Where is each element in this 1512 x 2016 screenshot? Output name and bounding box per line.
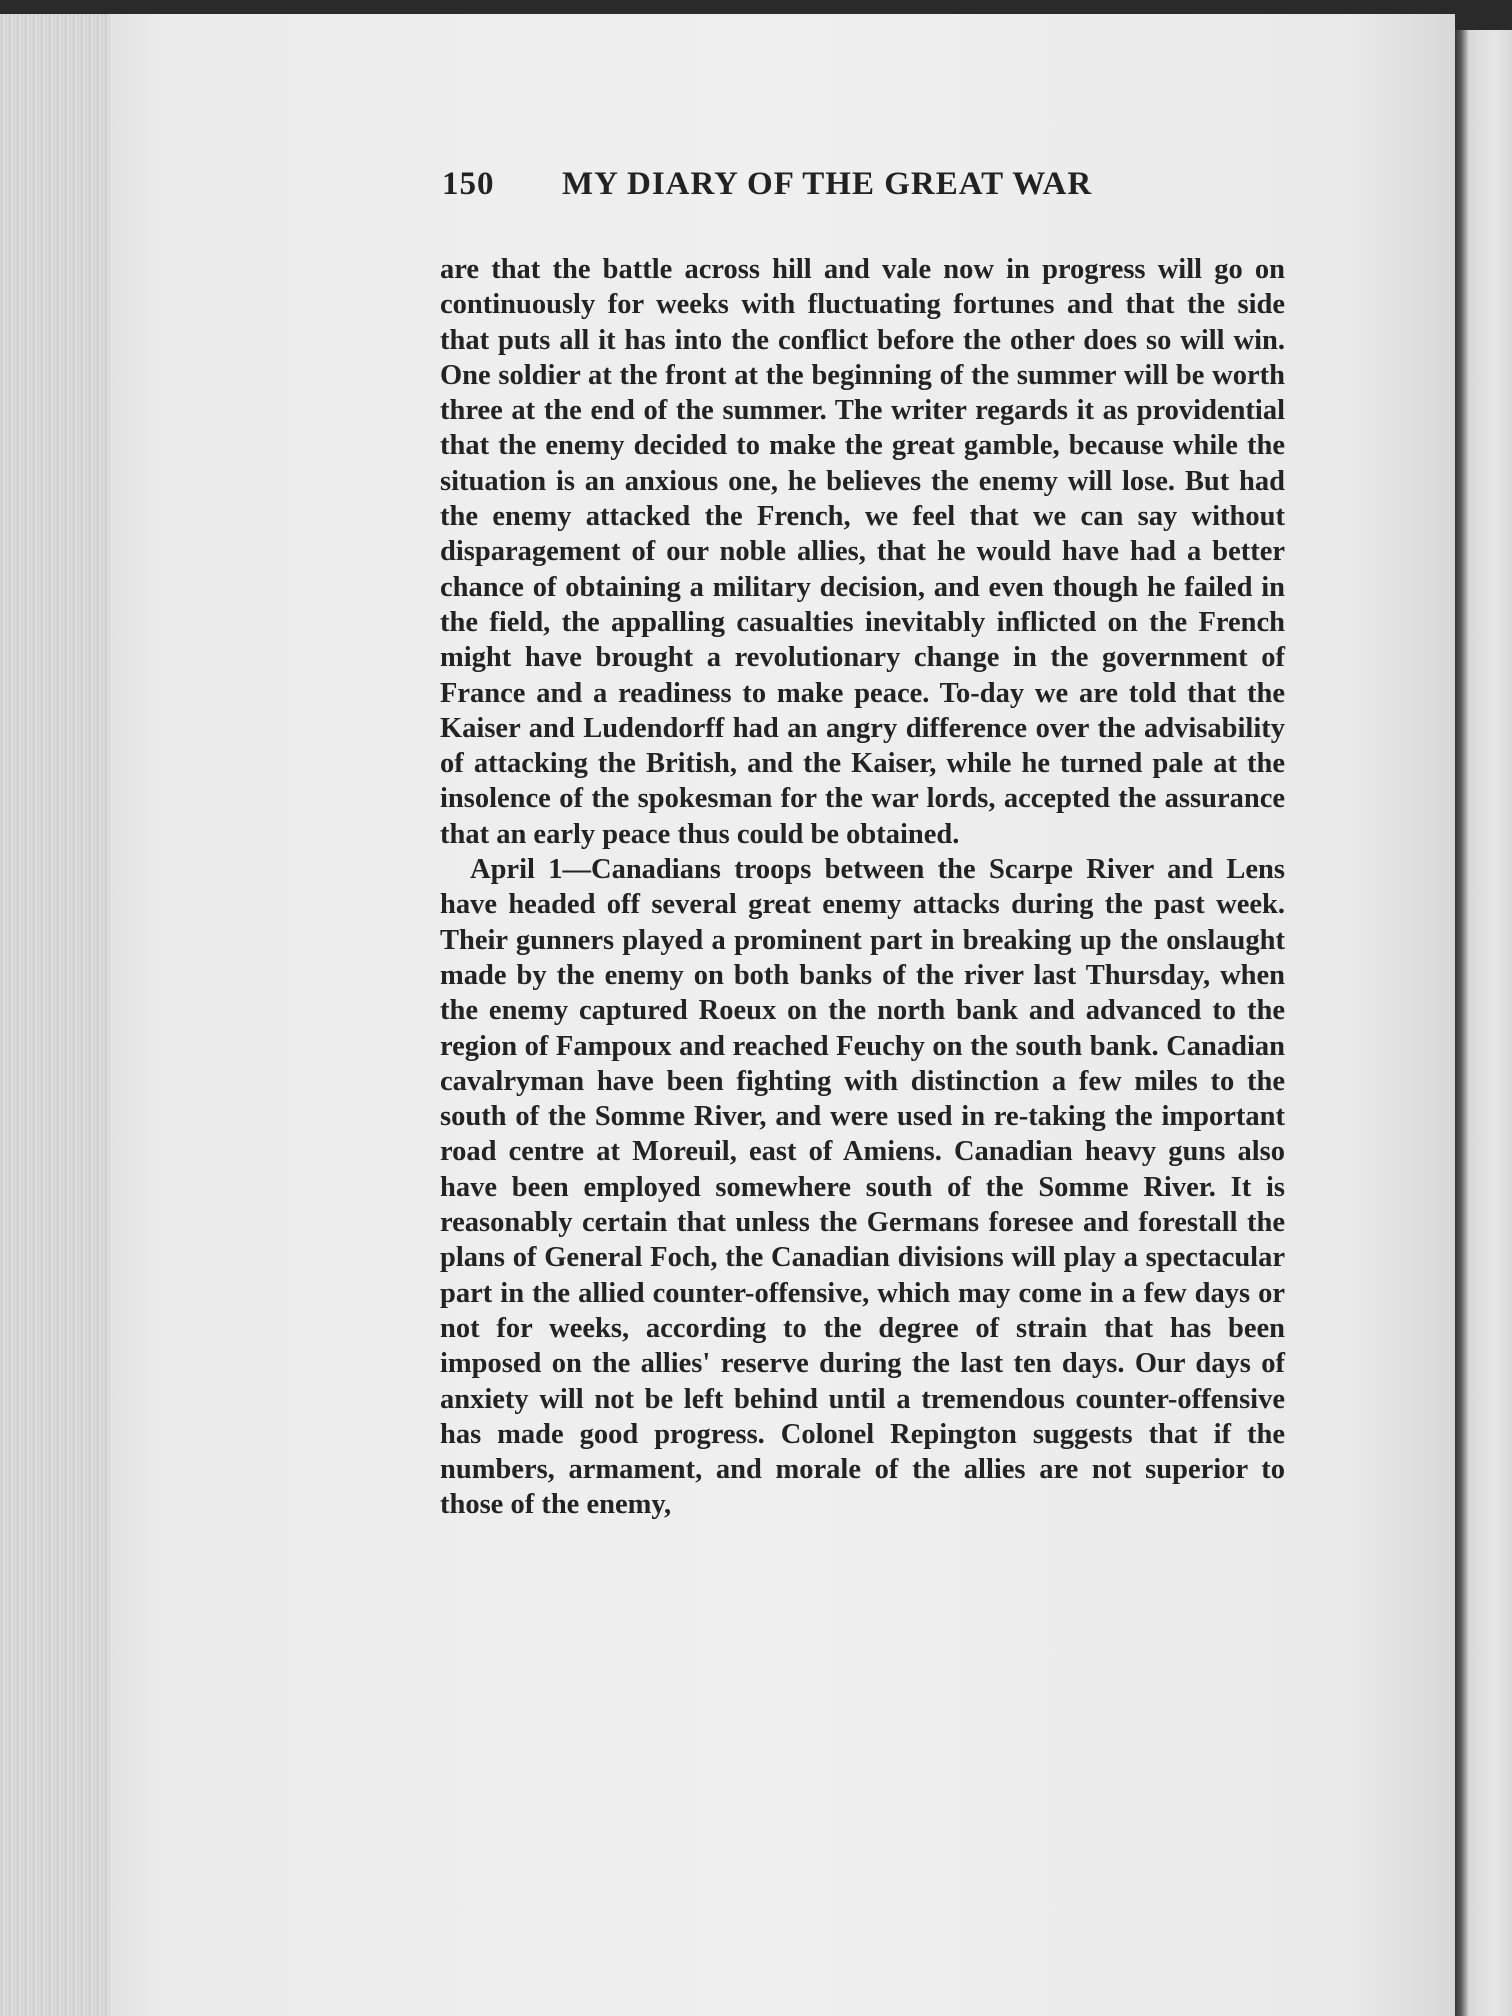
binding-edge (1455, 30, 1512, 2016)
running-head: MY DIARY OF THE GREAT WAR (562, 166, 1093, 202)
page-header (442, 166, 1332, 210)
paragraph: April 1—Canadians troops between the Scarpe River and Lens have headed off several great enemy attacks during the past week. Their gunners played a prominent part in breaking up the onslaught made by the enemy on both banks of the river last Thursday, when the enemy captured Roeux on the north bank and advanced to the region of Fampoux and reached Feuchy on the south bank. Canadian cavalryman have been fighting with distinction a few miles to the south of the Somme River, and were used in re-taking the important road centre at Moreuil, east of Amiens. Canadian heavy guns also have been employed somewhere south of the Somme River. It is reasonably certain that unless the Germans foresee and forestall the plans of General Foch, the Canadian divisions will play a spectacular part in the allied counter-offensive, which may come in a few days or not for weeks, according to the degree of strain that has been imposed on the allies' reserve during the last ten days. Our days of anxiety will not be left behind until a tremendous counter-offensive has made good progress. Colonel Repington suggests that if the numbers, armament, and morale of the allies are not superior to those of the enemy, (440, 854, 1285, 1521)
page-number: 150 (442, 166, 495, 202)
paragraph: are that the battle across hill and vale now in progress will go on continuously for weeks with fluctuating fortunes and that the side that puts all it has into the conflict before the other does so will win. One soldier at the front at the beginning of the summer will be worth three at the end of the summer. The writer regards it as providential that the enemy decided to make the great gamble, because while the situation is an anxious one, he believes the enemy will lose. But had the enemy attacked the French, we feel that we can say without disparagement of our noble allies, that he would have had a better chance of obtaining a military decision, and even though he failed in the field, the appalling casualties inevitably inflicted on the French might have brought a revolutionary change in the government of France and a readiness to make peace. To-day we are told that the Kaiser and Ludendorff had an angry difference over the advisability of attacking the British, and the Kaiser, while he turned pale at the insolence of the spokesman for the war lords, accepted the assurance that an early peace thus could be obtained. (440, 254, 1285, 850)
body-text (440, 252, 1285, 1523)
